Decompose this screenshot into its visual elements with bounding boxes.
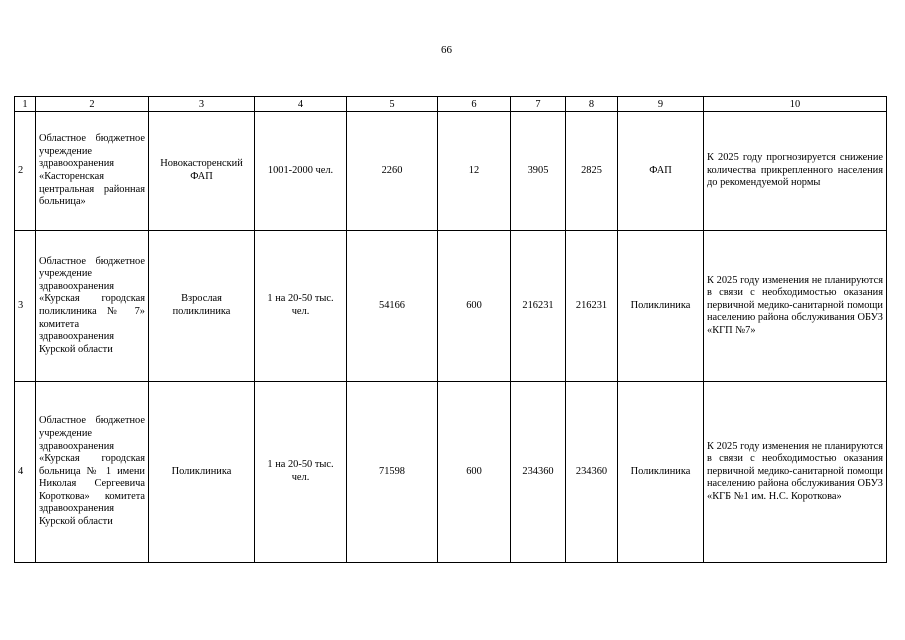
value-cell-7: 3905	[511, 112, 566, 231]
facility-cell: Новокасторенский ФАП	[149, 112, 255, 231]
value-cell-5: 2260	[347, 112, 438, 231]
type-cell: ФАП	[618, 112, 704, 231]
value-cell-7: 216231	[511, 231, 566, 382]
value-cell-8: 2825	[566, 112, 618, 231]
data-table	[14, 96, 887, 563]
value-cell-5: 71598	[347, 382, 438, 563]
population-cell: 1 на 20-50 тыс. чел.	[255, 231, 347, 382]
column-header: 1	[15, 97, 36, 112]
value-cell-5: 54166	[347, 231, 438, 382]
column-header: 5	[347, 97, 438, 112]
column-header: 8	[566, 97, 618, 112]
row-number: 2	[15, 112, 36, 231]
page-number: 66	[441, 44, 452, 56]
column-header: 10	[704, 97, 887, 112]
institution-cell: Областное бюджетное учреждение здравоохранения «Курская городская больница № 1 имени Николая Сергеевича Короткова» комитета здравоохранения Курской области	[36, 382, 149, 563]
facility-cell: Взрослая поликлиника	[149, 231, 255, 382]
table-row	[15, 231, 887, 382]
column-header: 9	[618, 97, 704, 112]
row-number: 4	[15, 382, 36, 563]
note-cell: К 2025 году изменения не планируются в связи с необходимостью оказания первичной медико-санитарной помощи населению района обслуживания ОБУЗ «КГП №7»	[704, 231, 887, 382]
value-cell-7: 234360	[511, 382, 566, 563]
header-row	[15, 97, 887, 112]
table-row	[15, 382, 887, 563]
column-header: 4	[255, 97, 347, 112]
population-cell: 1 на 20-50 тыс. чел.	[255, 382, 347, 563]
facility-cell: Поликлиника	[149, 382, 255, 563]
column-header: 3	[149, 97, 255, 112]
table-row	[15, 112, 887, 231]
note-cell: К 2025 году изменения не планируются в связи с необходимостью оказания первичной медико-санитарной помощи населению района обслуживания ОБУЗ «КГБ №1 им. Н.С. Короткова»	[704, 382, 887, 563]
row-number: 3	[15, 231, 36, 382]
value-cell-8: 216231	[566, 231, 618, 382]
value-cell-6: 600	[438, 231, 511, 382]
institution-cell: Областное бюджетное учреждение здравоохранения «Касторенская центральная районная больница»	[36, 112, 149, 231]
value-cell-6: 600	[438, 382, 511, 563]
value-cell-8: 234360	[566, 382, 618, 563]
column-header: 6	[438, 97, 511, 112]
population-cell: 1001-2000 чел.	[255, 112, 347, 231]
institution-cell: Областное бюджетное учреждение здравоохранения «Курская городская поликлиника № 7» комитета здравоохранения Курской области	[36, 231, 149, 382]
value-cell-6: 12	[438, 112, 511, 231]
column-header: 7	[511, 97, 566, 112]
type-cell: Поликлиника	[618, 231, 704, 382]
column-header: 2	[36, 97, 149, 112]
note-cell: К 2025 году прогнозируется снижение количества прикрепленного населения до рекомендуемой нормы	[704, 112, 887, 231]
type-cell: Поликлиника	[618, 382, 704, 563]
